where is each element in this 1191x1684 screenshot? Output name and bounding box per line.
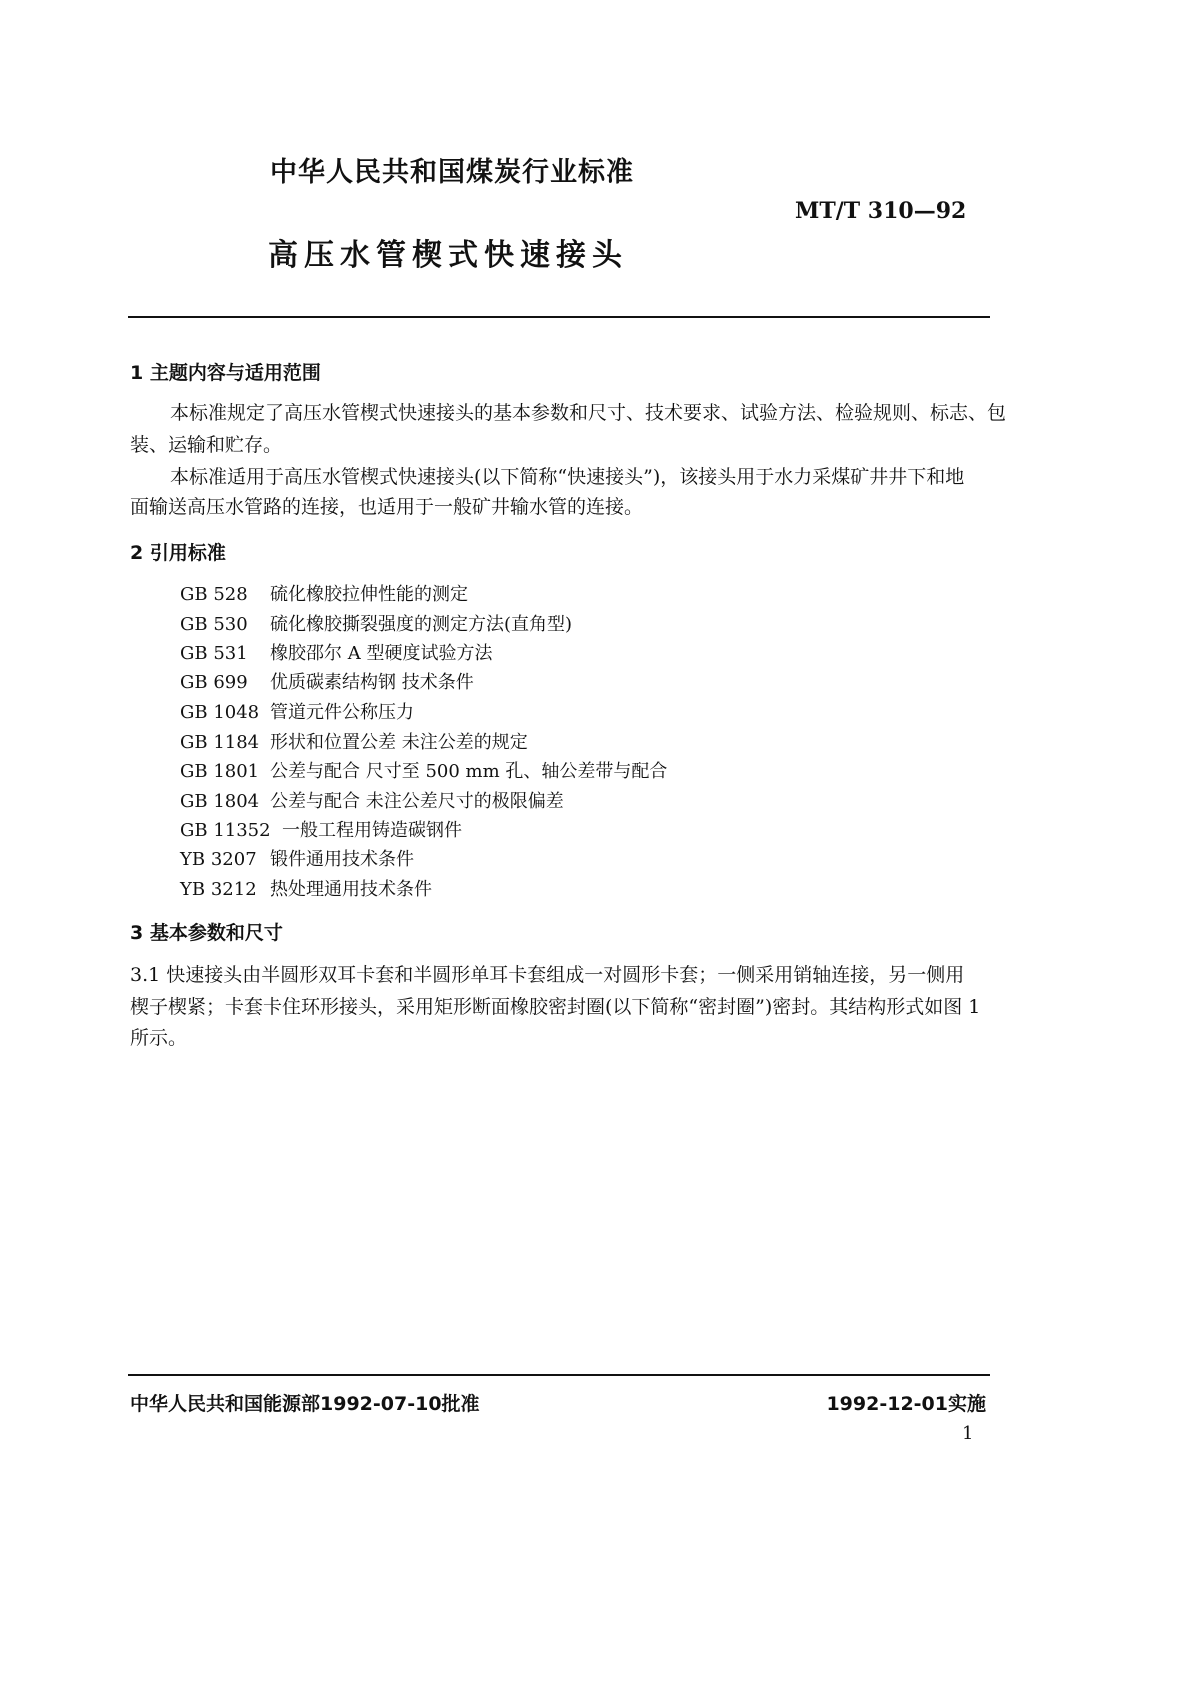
reference-title: 橡胶邵尔 A 型硬度试验方法	[270, 643, 493, 664]
reference-title: 锻件通用技术条件	[270, 849, 414, 870]
reference-code: YB 3212	[180, 879, 257, 900]
reference-title: 形状和位置公差 未注公差的规定	[270, 732, 528, 753]
page-number: 1	[962, 1423, 974, 1444]
reference-row	[180, 668, 474, 694]
reference-code: GB 11352	[180, 820, 271, 841]
section-1-paragraph-1-line-2: 装、运输和贮存。	[130, 434, 283, 456]
section-1-paragraph-2-line-2: 面输送高压水管路的连接，也适用于一般矿井输水管的连接。	[130, 496, 644, 518]
reference-code: GB 531	[180, 643, 248, 664]
section-1-paragraph-1-line-1: 本标准规定了高压水管楔式快速接头的基本参数和尺寸、技术要求、试验方法、检验规则、标志、包	[170, 402, 1007, 424]
standard-number: MT/T 310—92	[795, 198, 967, 224]
reference-row	[180, 816, 462, 842]
issuer-title: 中华人民共和国煤炭行业标准	[270, 157, 634, 188]
reference-row	[180, 580, 468, 606]
effective-date: 1992-12-01实施	[826, 1393, 986, 1415]
reference-code: GB 1048	[180, 702, 260, 723]
section-1-paragraph-2-line-1: 本标准适用于高压水管楔式快速接头(以下简称“快速接头”)，该接头用于水力采煤矿井井下和地	[170, 466, 965, 488]
reference-row	[180, 787, 564, 813]
reference-title: 公差与配合 未注公差尺寸的极限偏差	[270, 791, 564, 812]
section-2-heading: 2 引用标准	[130, 542, 226, 564]
reference-code: GB 1801	[180, 761, 260, 782]
reference-row	[180, 728, 528, 754]
footer-rule	[128, 1374, 990, 1376]
reference-row	[180, 757, 667, 783]
reference-title: 硫化橡胶拉伸性能的测定	[270, 584, 468, 605]
reference-row	[180, 610, 572, 636]
top-rule	[128, 316, 990, 318]
reference-code: YB 3207	[180, 849, 257, 870]
section-1-heading: 1 主题内容与适用范围	[130, 362, 321, 384]
section-3-clause-1-line-3: 所示。	[130, 1027, 188, 1049]
reference-code: GB 699	[180, 672, 248, 693]
reference-row	[180, 875, 432, 901]
reference-row	[180, 698, 414, 724]
reference-code: GB 1184	[180, 732, 260, 753]
reference-title: 公差与配合 尺寸至 500 mm 孔、轴公差带与配合	[270, 761, 668, 782]
reference-title: 热处理通用技术条件	[270, 879, 432, 900]
document-title: 高压水管楔式快速接头	[268, 238, 628, 273]
reference-code: GB 528	[180, 584, 248, 605]
reference-row	[180, 845, 414, 871]
section-3-heading: 3 基本参数和尺寸	[130, 922, 283, 944]
reference-title: 硫化橡胶撕裂强度的测定方法(直角型)	[270, 614, 573, 635]
reference-code: GB 1804	[180, 791, 260, 812]
section-3-clause-1-line-2: 楔子楔紧；卡套卡住环形接头，采用矩形断面橡胶密封圈(以下简称“密封圈”)密封。其结构形式如图 1	[130, 996, 981, 1018]
reference-title: 优质碳素结构钢 技术条件	[270, 672, 474, 693]
reference-row	[180, 639, 492, 665]
approval-statement: 中华人民共和国能源部1992-07-10批准	[130, 1393, 480, 1415]
section-3-clause-1-line-1: 3.1 快速接头由半圆形双耳卡套和半圆形单耳卡套组成一对圆形卡套；一侧采用销轴连接，另一侧用	[130, 964, 965, 986]
reference-title: 一般工程用铸造碳钢件	[282, 820, 462, 841]
reference-code: GB 530	[180, 614, 248, 635]
reference-title: 管道元件公称压力	[270, 702, 414, 723]
